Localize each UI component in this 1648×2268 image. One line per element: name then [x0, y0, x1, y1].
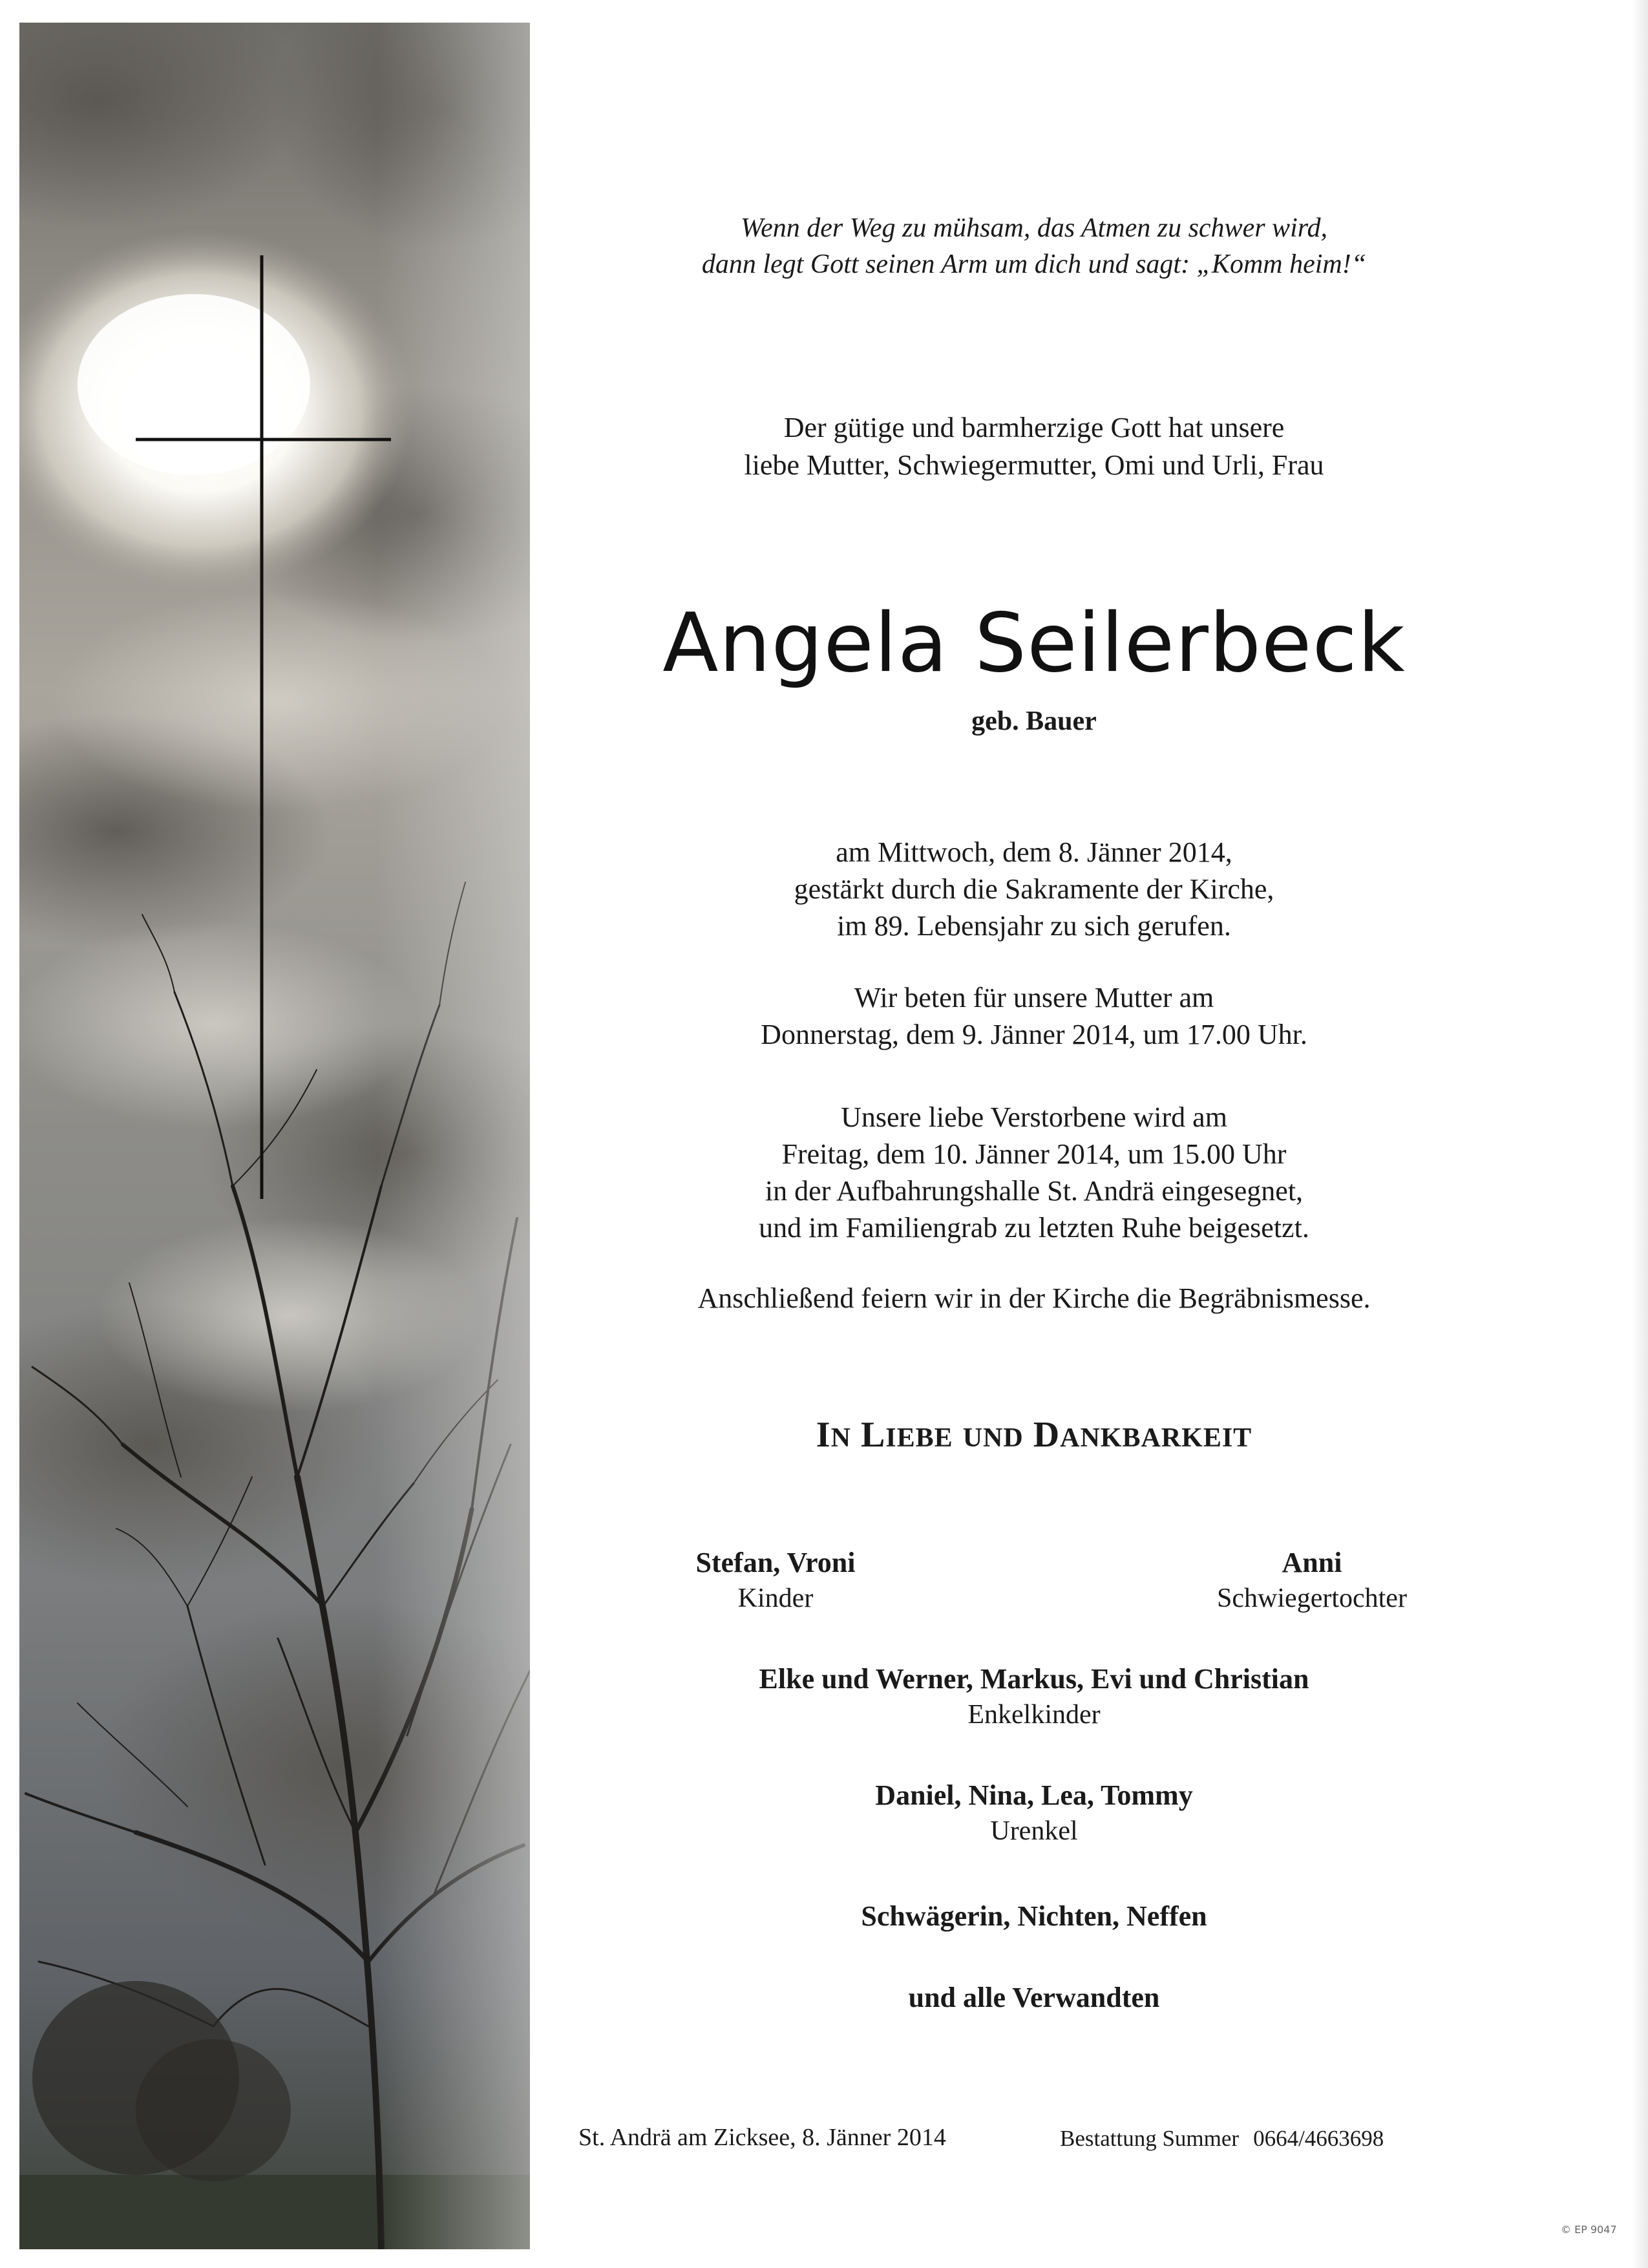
- funeral-line-1: Unsere liebe Verstorbene wird am: [841, 1101, 1227, 1133]
- death-line-2: gestärkt durch die Sakramente der Kirche,: [794, 873, 1274, 905]
- mourner-names: Daniel, Nina, Lea, Tommy: [875, 1779, 1193, 1811]
- undertaker-phone: 0664/4663698: [1253, 2126, 1384, 2151]
- funeral-line-2: Freitag, dem 10. Jänner 2014, um 15.00 Uhr: [781, 1138, 1287, 1170]
- mourner-group: [1183, 1545, 1441, 1616]
- mourner-names: Schwägerin, Nichten, Neffen: [861, 1900, 1207, 1932]
- dedication-word-4-cap: D: [1033, 1415, 1061, 1455]
- mourner-relation: Kinder: [737, 1584, 814, 1613]
- dedication-word-1-cap: I: [816, 1415, 831, 1455]
- mass-note: Anschließend feiern wir in der Kirche die Begräbnismesse.: [697, 1282, 1371, 1314]
- mourner-relation: Schwiegertochter: [1217, 1584, 1407, 1613]
- prayer-line-1: Wir beten für unsere Mutter am: [854, 982, 1214, 1013]
- dedication-word-3: UND: [962, 1423, 1024, 1453]
- dedication-word-4-rest: ANKBARKEIT: [1060, 1423, 1252, 1453]
- place-date: St. Andrä am Zicksee, 8. Jänner 2014: [578, 2124, 946, 2151]
- intro-text: [633, 409, 1435, 484]
- mourner-group: [633, 1661, 1435, 1732]
- dedication-word-1-rest: N: [830, 1423, 851, 1453]
- mourner-group: [666, 1545, 885, 1616]
- deceased-name: Angela Seilerbeck: [662, 595, 1406, 690]
- mourner-names: Elke und Werner, Markus, Evi und Christian: [759, 1663, 1309, 1695]
- funeral-details: [633, 1099, 1435, 1246]
- dedication-word-2-cap: L: [860, 1415, 886, 1455]
- photo-strip: [19, 23, 530, 2249]
- prayer-line-2: Donnerstag, dem 9. Jänner 2014, um 17.00 Uhr.: [761, 1019, 1307, 1050]
- funeral-line-3: in der Aufbahrungshalle St. Andrä eingesegnet,: [765, 1175, 1304, 1207]
- mourner-names: Stefan, Vroni: [695, 1547, 856, 1578]
- mourner-relation: Urenkel: [990, 1816, 1078, 1846]
- funeral-line-4: und im Familiengrab zu letzten Ruhe beigesetzt.: [759, 1212, 1309, 1244]
- mourner-relation: Enkelkinder: [967, 1700, 1101, 1730]
- dedication-word-2-rest: IEBE: [885, 1423, 953, 1453]
- quote-line-1: Wenn der Weg zu mühsam, das Atmen zu schwer wird,: [740, 213, 1328, 243]
- mourner-group: [633, 1980, 1435, 2016]
- cross-icon: [19, 23, 530, 2249]
- mourner-group: [633, 1898, 1435, 1934]
- intro-line-2: liebe Mutter, Schwiegermutter, Omi und Urli, Frau: [744, 449, 1324, 481]
- mourner-group: [633, 1777, 1435, 1849]
- undertaker-info: [1060, 2123, 1384, 2155]
- death-line-1: am Mittwoch, dem 8. Jänner 2014,: [836, 836, 1232, 868]
- death-details: [633, 834, 1435, 944]
- mourner-names: Anni: [1282, 1547, 1342, 1578]
- birth-name: geb. Bauer: [971, 706, 1097, 736]
- mourner-names: und alle Verwandten: [908, 1982, 1160, 2013]
- opening-quote: [633, 210, 1435, 282]
- dedication-heading: [633, 1412, 1435, 1461]
- intro-line-1: Der gütige und barmherzige Gott hat unsere: [783, 412, 1285, 443]
- death-line-3: im 89. Lebensjahr zu sich gerufen.: [837, 910, 1231, 942]
- page-edge-shadow: [1632, 0, 1648, 2268]
- print-code: © EP 9047: [1561, 2223, 1617, 2236]
- quote-line-2: dann legt Gott seinen Arm um dich und sagt: „Komm heim!“: [701, 249, 1367, 279]
- prayer-details: [633, 979, 1435, 1053]
- undertaker-name: Bestattung Summer: [1060, 2126, 1240, 2151]
